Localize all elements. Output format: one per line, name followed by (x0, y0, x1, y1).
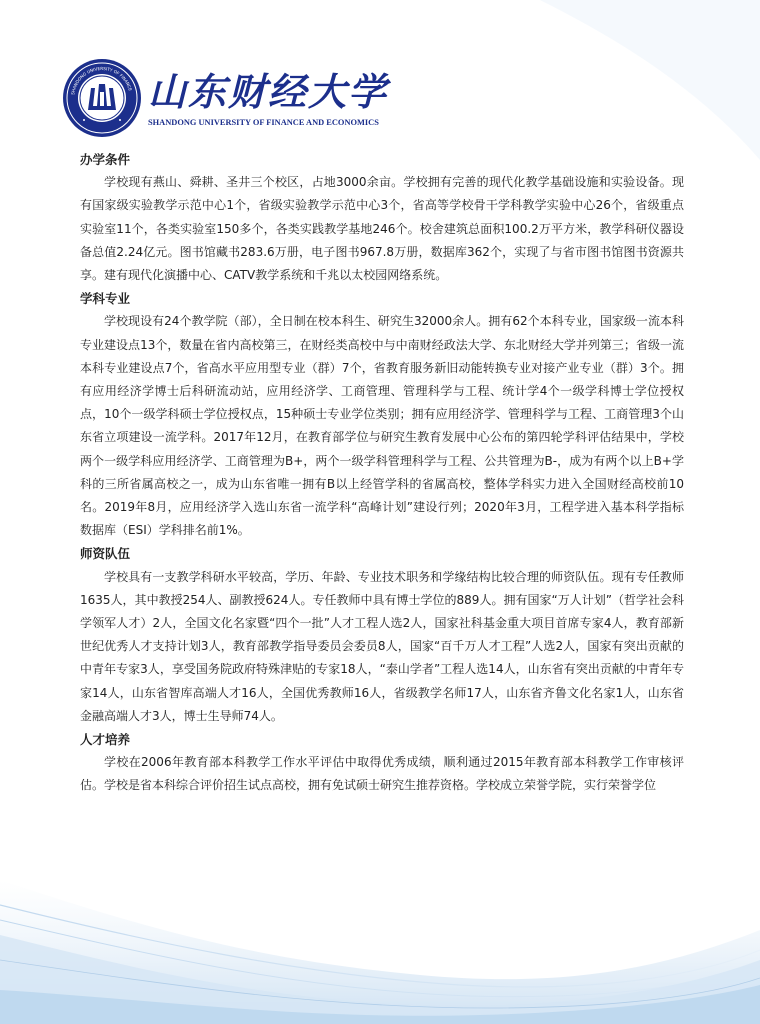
section-paragraph: 学校在2006年教育部本科教学工作水平评估中取得优秀成绩，顺利通过2015年教育部本科教学工作审核评估。学校是省本科综合评价招生试点高校，拥有免试硕士研究生推荐资格。学校成立荣誉学院，实行荣誉学位 (80, 755, 684, 793)
section-disciplines (80, 287, 684, 542)
section-paragraph: 学校现有燕山、舜耕、圣井三个校区，占地3000余亩。学校拥有完善的现代化教学基础设施和实验设备。现有国家级实验教学示范中心1个，省级实验教学示范中心3个，省高等学校骨干学科教学实验中心26个，省级重点实验室11个，各类实验室150多个，各类实践教学基地246个。校舍建筑总面积100.2万平方米，教学科研仪器设备总值2.24亿元。图书馆藏书283.6万册，电子图书967.8万册，数据库362个，实现了与省市图书馆图书资源共享。建有现代化演播中心、CATV教学系统和千兆以太校园网络系统。 (80, 175, 684, 283)
section-title: 学科专业 (80, 291, 131, 307)
document-body (80, 148, 684, 798)
section-title: 办学条件 (80, 152, 131, 167)
section-title: 人才培养 (80, 732, 131, 748)
university-name-en: SHANDONG UNIVERSITY OF FINANCE AND ECONOMICS (148, 118, 379, 127)
university-name-cn: 山东财经大学 (148, 69, 389, 114)
section-facilities (80, 148, 684, 287)
header (62, 58, 422, 138)
section-paragraph: 学校现设有24个教学院（部），全日制在校本科生、研究生32000余人。拥有62个本科专业，国家级一流本科专业建设点13个，数量在省内高校第三，在财经类高校中与中南财经政法大学、东北财经大学并列第三；省级一流本科专业建设点7个，省高水平应用型专业（群）7个，省教育服务新旧动能转换专业对接产业专业（群）3个。拥有应用经济学博士后科研流动站，应用经济学、工商管理、管理科学与工程、统计学4个一级学科博士学位授权点，10个一级学科硕士学位授权点，15种硕士专业学位类别；拥有应用经济学、管理科学与工程、工商管理3个山东省立项建设一流学科。2017年12月，在教育部学位与研究生教育发展中心公布的第四轮学科评估结果中，学校两个一级学科应用经济学、工商管理为B+，两个一级学科管理科学与工程、公共管理为B-，成为有两个以上B+学科的三所省属高校之一，成为山东省唯一拥有B以上经管学科的省属高校，整体学科实力进入全国财经高校前10名。2019年8月，应用经济学入选山东省一流学科“高峰计划”建设行列；2020年3月，工程学进入基本科学指标数据库（ESI）学科排名前1%。 (80, 314, 684, 538)
section-title: 师资队伍 (80, 546, 131, 562)
svg-text:SHANDONG UNIVERSITY OF FINANCE: SHANDONG UNIVERSITY OF FINANCE (70, 65, 134, 96)
section-paragraph: 学校具有一支教学科研水平较高，学历、年龄、专业技术职务和学缘结构比较合理的师资队伍。现有专任教师1635人，其中教授254人、副教授624人。专任教师中具有博士学位的889人。拥有国家“万人计划”（哲学社会科学领军人才）2人，全国文化名家暨“四个一批”人才工程人选2人，国家社科基金重大项目首席专家4人，教育部新世纪优秀人才支持计划3人，教育部教学指导委员会委员8人，国家“百千万人才工程”人选2人，国家有突出贡献的中青年专家3人，享受国务院政府特殊津贴的专家18人，“泰山学者”工程人选14人，山东省有突出贡献的中青年专家14人，山东省智库高端人才16人，全国优秀教师16人，省级教学名师17人，山东省齐鲁文化名家1人，山东省金融高端人才3人，博士生导师74人。 (80, 569, 684, 723)
section-faculty (80, 542, 684, 728)
university-seal-logo (62, 58, 142, 138)
section-talent-cultivation (80, 728, 684, 798)
